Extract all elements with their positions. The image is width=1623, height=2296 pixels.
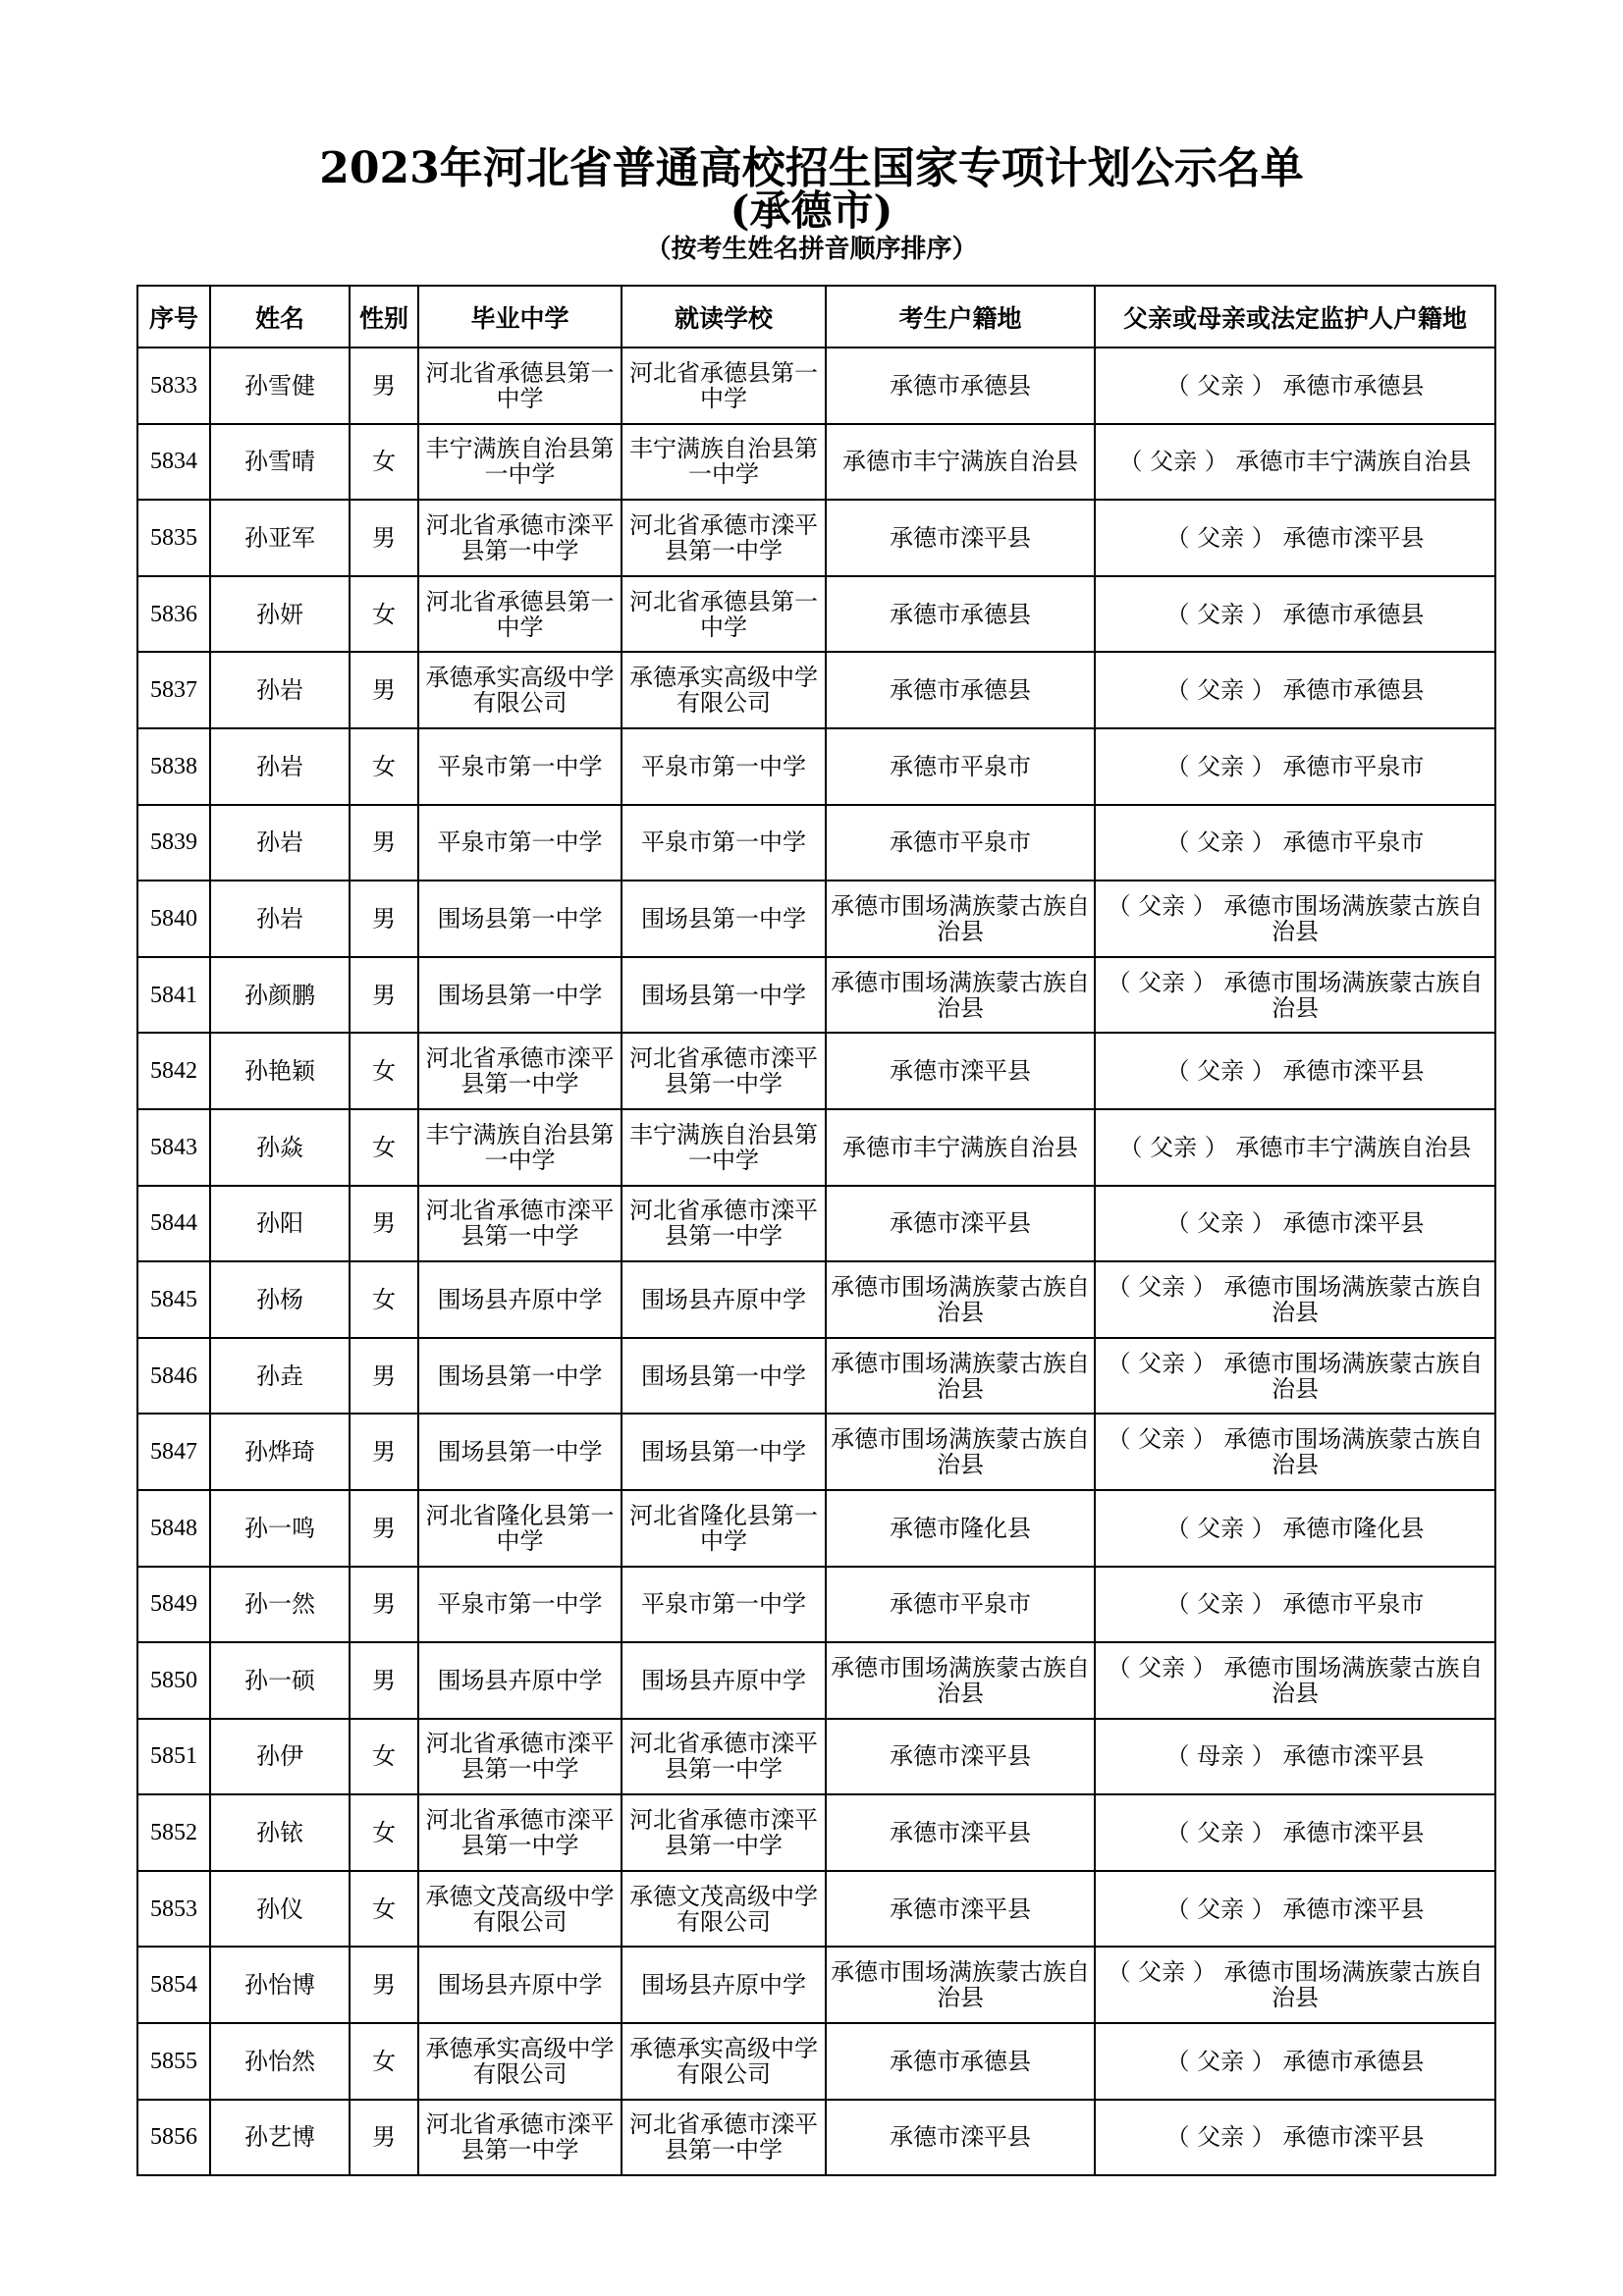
cell-guardian-hukou: （ 父亲 ） 承德市滦平县 <box>1095 2100 1495 2176</box>
table-row <box>137 1338 1495 1415</box>
header-current-school: 就读学校 <box>622 286 826 347</box>
cell-guardian-hukou: （ 父亲 ） 承德市承德县 <box>1095 347 1495 424</box>
cell-name: 孙亚军 <box>210 500 350 576</box>
cell-name: 孙岩 <box>210 881 350 957</box>
cell-serial: 5855 <box>137 2023 210 2100</box>
cell-serial: 5849 <box>137 1567 210 1643</box>
cell-graduated-school: 河北省承德市滦平县第一中学 <box>418 2100 622 2176</box>
table-row <box>137 1109 1495 1186</box>
cell-serial: 5844 <box>137 1186 210 1262</box>
cell-current-school: 围场县卉原中学 <box>622 1642 826 1719</box>
table-row <box>137 1871 1495 1948</box>
cell-student-hukou: 承德市滦平县 <box>826 1719 1095 1795</box>
table-row <box>137 728 1495 805</box>
cell-guardian-hukou: （ 父亲 ） 承德市丰宁满族自治县 <box>1095 1109 1495 1186</box>
cell-gender: 男 <box>350 805 418 881</box>
cell-serial: 5838 <box>137 728 210 805</box>
cell-current-school: 围场县卉原中学 <box>622 1947 826 2023</box>
cell-guardian-hukou: （ 父亲 ） 承德市围场满族蒙古族自治县 <box>1095 1338 1495 1415</box>
table-row <box>137 2100 1495 2176</box>
cell-name: 孙雪晴 <box>210 424 350 501</box>
table-row <box>137 881 1495 957</box>
cell-name: 孙铱 <box>210 1794 350 1871</box>
cell-current-school: 围场县第一中学 <box>622 881 826 957</box>
cell-gender: 男 <box>350 1338 418 1415</box>
cell-gender: 男 <box>350 652 418 728</box>
cell-guardian-hukou: （ 父亲 ） 承德市隆化县 <box>1095 1490 1495 1567</box>
cell-graduated-school: 河北省承德市滦平县第一中学 <box>418 1794 622 1871</box>
cell-student-hukou: 承德市平泉市 <box>826 1567 1095 1643</box>
table-row <box>137 1567 1495 1643</box>
table-row <box>137 957 1495 1034</box>
header-serial: 序号 <box>137 286 210 347</box>
cell-gender: 男 <box>350 2100 418 2176</box>
cell-student-hukou: 承德市滦平县 <box>826 1186 1095 1262</box>
cell-guardian-hukou: （ 父亲 ） 承德市平泉市 <box>1095 728 1495 805</box>
table-row <box>137 576 1495 653</box>
cell-guardian-hukou: （ 父亲 ） 承德市滦平县 <box>1095 500 1495 576</box>
cell-guardian-hukou: （ 父亲 ） 承德市承德县 <box>1095 652 1495 728</box>
cell-graduated-school: 承德承实高级中学有限公司 <box>418 2023 622 2100</box>
cell-gender: 男 <box>350 500 418 576</box>
cell-graduated-school: 围场县第一中学 <box>418 957 622 1034</box>
cell-student-hukou: 承德市承德县 <box>826 652 1095 728</box>
cell-current-school: 围场县第一中学 <box>622 957 826 1034</box>
cell-name: 孙怡博 <box>210 1947 350 2023</box>
cell-serial: 5856 <box>137 2100 210 2176</box>
header-gender: 性别 <box>350 286 418 347</box>
cell-guardian-hukou: （ 父亲 ） 承德市围场满族蒙古族自治县 <box>1095 1414 1495 1490</box>
cell-name: 孙颜鹏 <box>210 957 350 1034</box>
table-row <box>137 1033 1495 1109</box>
cell-current-school: 平泉市第一中学 <box>622 1567 826 1643</box>
cell-gender: 女 <box>350 2023 418 2100</box>
cell-graduated-school: 河北省承德县第一中学 <box>418 576 622 653</box>
cell-student-hukou: 承德市围场满族蒙古族自治县 <box>826 1414 1095 1490</box>
table-row <box>137 1947 1495 2023</box>
table-row <box>137 652 1495 728</box>
cell-student-hukou: 承德市围场满族蒙古族自治县 <box>826 1642 1095 1719</box>
table-row <box>137 1186 1495 1262</box>
cell-current-school: 河北省隆化县第一中学 <box>622 1490 826 1567</box>
cell-name: 孙阳 <box>210 1186 350 1262</box>
cell-gender: 男 <box>350 347 418 424</box>
cell-graduated-school: 围场县第一中学 <box>418 1414 622 1490</box>
cell-serial: 5834 <box>137 424 210 501</box>
cell-name: 孙杨 <box>210 1261 350 1338</box>
header-guardian-hukou: 父亲或母亲或法定监护人户籍地 <box>1095 286 1495 347</box>
table-header-row <box>137 286 1495 347</box>
cell-current-school: 围场县第一中学 <box>622 1338 826 1415</box>
table-row <box>137 500 1495 576</box>
cell-guardian-hukou: （ 父亲 ） 承德市滦平县 <box>1095 1871 1495 1948</box>
cell-graduated-school: 河北省承德市滦平县第一中学 <box>418 1186 622 1262</box>
cell-serial: 5846 <box>137 1338 210 1415</box>
cell-graduated-school: 河北省承德市滦平县第一中学 <box>418 1719 622 1795</box>
cell-gender: 女 <box>350 1794 418 1871</box>
cell-current-school: 河北省承德市滦平县第一中学 <box>622 1033 826 1109</box>
cell-guardian-hukou: （ 母亲 ） 承德市滦平县 <box>1095 1719 1495 1795</box>
cell-serial: 5851 <box>137 1719 210 1795</box>
cell-name: 孙焱 <box>210 1109 350 1186</box>
cell-current-school: 平泉市第一中学 <box>622 805 826 881</box>
cell-student-hukou: 承德市围场满族蒙古族自治县 <box>826 957 1095 1034</box>
cell-graduated-school: 河北省承德市滦平县第一中学 <box>418 1033 622 1109</box>
cell-serial: 5835 <box>137 500 210 576</box>
cell-serial: 5850 <box>137 1642 210 1719</box>
cell-gender: 男 <box>350 1414 418 1490</box>
cell-student-hukou: 承德市承德县 <box>826 347 1095 424</box>
table-row <box>137 805 1495 881</box>
cell-serial: 5839 <box>137 805 210 881</box>
page-subtitle: (承德市) <box>730 187 893 235</box>
cell-graduated-school: 围场县卉原中学 <box>418 1642 622 1719</box>
cell-gender: 男 <box>350 1642 418 1719</box>
table-row <box>137 2023 1495 2100</box>
cell-guardian-hukou: （ 父亲 ） 承德市承德县 <box>1095 2023 1495 2100</box>
cell-student-hukou: 承德市滦平县 <box>826 1033 1095 1109</box>
cell-name: 孙怡然 <box>210 2023 350 2100</box>
cell-guardian-hukou: （ 父亲 ） 承德市滦平县 <box>1095 1033 1495 1109</box>
cell-graduated-school: 围场县第一中学 <box>418 881 622 957</box>
cell-current-school: 河北省承德县第一中学 <box>622 347 826 424</box>
cell-graduated-school: 围场县卉原中学 <box>418 1261 622 1338</box>
cell-gender: 女 <box>350 1261 418 1338</box>
cell-serial: 5833 <box>137 347 210 424</box>
cell-serial: 5837 <box>137 652 210 728</box>
cell-guardian-hukou: （ 父亲 ） 承德市围场满族蒙古族自治县 <box>1095 1261 1495 1338</box>
cell-student-hukou: 承德市滦平县 <box>826 2100 1095 2176</box>
table-row <box>137 1261 1495 1338</box>
cell-graduated-school: 平泉市第一中学 <box>418 728 622 805</box>
table-row <box>137 1719 1495 1795</box>
cell-graduated-school: 围场县卉原中学 <box>418 1947 622 2023</box>
page-title: 2023年河北省普通高校招生国家专项计划公示名单 <box>319 143 1304 193</box>
cell-current-school: 河北省承德市滦平县第一中学 <box>622 1719 826 1795</box>
cell-current-school: 河北省承德县第一中学 <box>622 576 826 653</box>
cell-gender: 男 <box>350 1947 418 2023</box>
cell-serial: 5841 <box>137 957 210 1034</box>
table-row <box>137 347 1495 424</box>
cell-graduated-school: 河北省隆化县第一中学 <box>418 1490 622 1567</box>
cell-name: 孙艺博 <box>210 2100 350 2176</box>
cell-serial: 5852 <box>137 1794 210 1871</box>
cell-guardian-hukou: （ 父亲 ） 承德市丰宁满族自治县 <box>1095 424 1495 501</box>
cell-current-school: 丰宁满族自治县第一中学 <box>622 1109 826 1186</box>
header-student-hukou: 考生户籍地 <box>826 286 1095 347</box>
cell-student-hukou: 承德市丰宁满族自治县 <box>826 1109 1095 1186</box>
cell-current-school: 平泉市第一中学 <box>622 728 826 805</box>
cell-student-hukou: 承德市围场满族蒙古族自治县 <box>826 1947 1095 2023</box>
table-row <box>137 1794 1495 1871</box>
cell-student-hukou: 承德市丰宁满族自治县 <box>826 424 1095 501</box>
cell-graduated-school: 平泉市第一中学 <box>418 1567 622 1643</box>
cell-serial: 5845 <box>137 1261 210 1338</box>
cell-gender: 男 <box>350 881 418 957</box>
cell-current-school: 河北省承德市滦平县第一中学 <box>622 1794 826 1871</box>
cell-current-school: 丰宁满族自治县第一中学 <box>622 424 826 501</box>
cell-current-school: 围场县第一中学 <box>622 1414 826 1490</box>
cell-gender: 男 <box>350 1186 418 1262</box>
cell-gender: 男 <box>350 957 418 1034</box>
cell-current-school: 河北省承德市滦平县第一中学 <box>622 1186 826 1262</box>
cell-name: 孙艳颖 <box>210 1033 350 1109</box>
header-name: 姓名 <box>210 286 350 347</box>
cell-serial: 5840 <box>137 881 210 957</box>
cell-guardian-hukou: （ 父亲 ） 承德市围场满族蒙古族自治县 <box>1095 1642 1495 1719</box>
cell-gender: 男 <box>350 1567 418 1643</box>
cell-serial: 5842 <box>137 1033 210 1109</box>
cell-name: 孙伊 <box>210 1719 350 1795</box>
cell-serial: 5843 <box>137 1109 210 1186</box>
cell-current-school: 承德承实高级中学有限公司 <box>622 652 826 728</box>
cell-guardian-hukou: （ 父亲 ） 承德市围场满族蒙古族自治县 <box>1095 957 1495 1034</box>
cell-graduated-school: 承德承实高级中学有限公司 <box>418 652 622 728</box>
cell-student-hukou: 承德市隆化县 <box>826 1490 1095 1567</box>
cell-guardian-hukou: （ 父亲 ） 承德市围场满族蒙古族自治县 <box>1095 881 1495 957</box>
cell-current-school: 河北省承德市滦平县第一中学 <box>622 2100 826 2176</box>
cell-student-hukou: 承德市围场满族蒙古族自治县 <box>826 881 1095 957</box>
cell-name: 孙岩 <box>210 728 350 805</box>
table-row <box>137 1490 1495 1567</box>
cell-serial: 5854 <box>137 1947 210 2023</box>
cell-current-school: 河北省承德市滦平县第一中学 <box>622 500 826 576</box>
cell-guardian-hukou: （ 父亲 ） 承德市滦平县 <box>1095 1186 1495 1262</box>
cell-graduated-school: 平泉市第一中学 <box>418 805 622 881</box>
cell-guardian-hukou: （ 父亲 ） 承德市滦平县 <box>1095 1794 1495 1871</box>
cell-serial: 5836 <box>137 576 210 653</box>
cell-student-hukou: 承德市滦平县 <box>826 1871 1095 1948</box>
cell-name: 孙岩 <box>210 805 350 881</box>
cell-gender: 男 <box>350 1490 418 1567</box>
cell-graduated-school: 河北省承德县第一中学 <box>418 347 622 424</box>
cell-current-school: 围场县卉原中学 <box>622 1261 826 1338</box>
cell-gender: 女 <box>350 424 418 501</box>
cell-name: 孙一硕 <box>210 1642 350 1719</box>
cell-graduated-school: 河北省承德市滦平县第一中学 <box>418 500 622 576</box>
cell-student-hukou: 承德市滦平县 <box>826 1794 1095 1871</box>
cell-graduated-school: 丰宁满族自治县第一中学 <box>418 424 622 501</box>
cell-name: 孙垚 <box>210 1338 350 1415</box>
cell-name: 孙仪 <box>210 1871 350 1948</box>
cell-name: 孙雪健 <box>210 347 350 424</box>
sort-note: （按考生姓名拼音顺序排序） <box>645 235 978 264</box>
cell-gender: 女 <box>350 1871 418 1948</box>
cell-student-hukou: 承德市围场满族蒙古族自治县 <box>826 1261 1095 1338</box>
cell-student-hukou: 承德市承德县 <box>826 576 1095 653</box>
cell-gender: 女 <box>350 576 418 653</box>
cell-student-hukou: 承德市围场满族蒙古族自治县 <box>826 1338 1095 1415</box>
cell-serial: 5847 <box>137 1414 210 1490</box>
cell-gender: 女 <box>350 1033 418 1109</box>
cell-student-hukou: 承德市平泉市 <box>826 805 1095 881</box>
cell-student-hukou: 承德市平泉市 <box>826 728 1095 805</box>
cell-guardian-hukou: （ 父亲 ） 承德市围场满族蒙古族自治县 <box>1095 1947 1495 2023</box>
cell-serial: 5853 <box>137 1871 210 1948</box>
header-graduated-school: 毕业中学 <box>418 286 622 347</box>
cell-guardian-hukou: （ 父亲 ） 承德市平泉市 <box>1095 1567 1495 1643</box>
cell-current-school: 承德文茂高级中学有限公司 <box>622 1871 826 1948</box>
cell-gender: 女 <box>350 728 418 805</box>
cell-gender: 女 <box>350 1719 418 1795</box>
cell-guardian-hukou: （ 父亲 ） 承德市平泉市 <box>1095 805 1495 881</box>
roster-table <box>136 285 1496 2176</box>
cell-student-hukou: 承德市承德县 <box>826 2023 1095 2100</box>
table-row <box>137 424 1495 501</box>
cell-serial: 5848 <box>137 1490 210 1567</box>
cell-current-school: 承德承实高级中学有限公司 <box>622 2023 826 2100</box>
table-row <box>137 1414 1495 1490</box>
table-row <box>137 1642 1495 1719</box>
cell-name: 孙妍 <box>210 576 350 653</box>
cell-gender: 女 <box>350 1109 418 1186</box>
cell-graduated-school: 围场县第一中学 <box>418 1338 622 1415</box>
cell-name: 孙烨琦 <box>210 1414 350 1490</box>
cell-student-hukou: 承德市滦平县 <box>826 500 1095 576</box>
cell-name: 孙一然 <box>210 1567 350 1643</box>
cell-graduated-school: 丰宁满族自治县第一中学 <box>418 1109 622 1186</box>
cell-name: 孙岩 <box>210 652 350 728</box>
cell-name: 孙一鸣 <box>210 1490 350 1567</box>
cell-graduated-school: 承德文茂高级中学有限公司 <box>418 1871 622 1948</box>
cell-guardian-hukou: （ 父亲 ） 承德市承德县 <box>1095 576 1495 653</box>
